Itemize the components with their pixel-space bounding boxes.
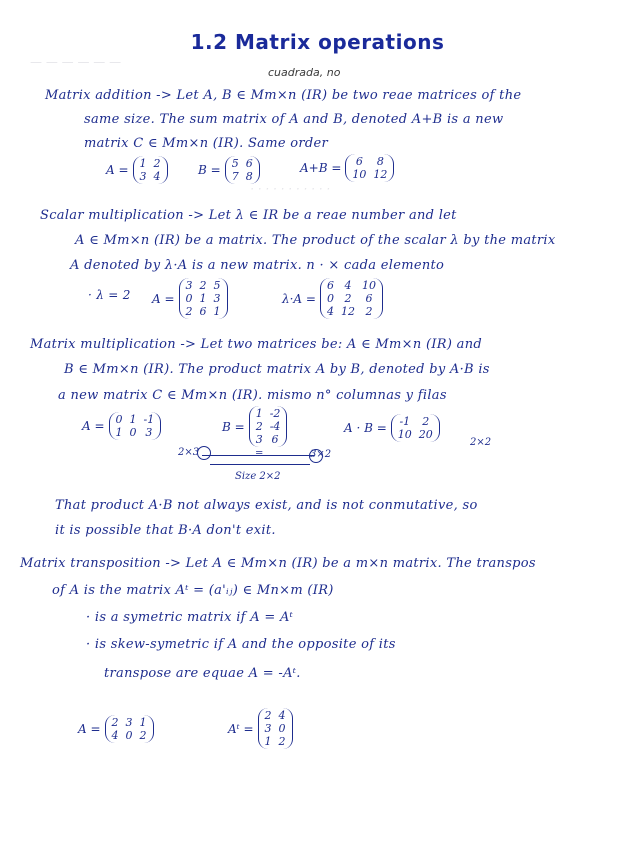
matrix-body: [249, 406, 288, 447]
matrix-body: [345, 154, 394, 182]
matrix-entry: 0: [129, 426, 137, 439]
mult-line-3: a new matrix C ∈ Mm×n (IR). mismo n° columnas y filas: [58, 388, 447, 403]
matrix-entry: 3: [185, 279, 193, 292]
addition-matrix-sum: [300, 154, 394, 182]
matrix-entry: 1: [264, 735, 272, 748]
scalar-line-1: Scalar multiplication -> Let λ ∈ IR be a reae number and let: [40, 208, 457, 223]
transpose-line-4: · is skew-symetric if A and the opposite of its: [86, 637, 396, 652]
addition-line-1: Matrix addition -> Let A, B ∈ Mm×n (IR) be two reae matrices of the: [45, 88, 522, 103]
matrix-entry: 2: [185, 305, 193, 318]
mult-matrix-b: [222, 406, 287, 447]
size-label: Size 2×2: [235, 471, 281, 482]
matrix-label: A =: [78, 722, 101, 736]
matrix-entry: 5: [213, 279, 221, 292]
matrix-entry: 4: [344, 279, 352, 292]
matrix-entry: 5: [231, 157, 239, 170]
matrix-entry: 3: [255, 433, 263, 446]
matrix-entry: 1: [129, 413, 137, 426]
matrix-entry: 4: [278, 709, 286, 722]
matrix-entry: 1: [255, 407, 263, 420]
matrix-body: [105, 715, 154, 743]
scalar-lambda: · λ = 2: [88, 288, 131, 302]
matrix-entry: 1: [139, 716, 147, 729]
matrix-entry: 10: [361, 279, 376, 292]
dim-a-label: 2×3: [178, 447, 200, 458]
matrix-entry: 10: [352, 168, 367, 181]
matrix-label: A · B =: [344, 421, 387, 435]
matrix-label: A =: [152, 291, 175, 306]
matrix-entry: 1: [115, 426, 123, 439]
matrix-entry: 20: [418, 428, 433, 441]
matrix-entry: 2: [264, 709, 272, 722]
matrix-entry: -2: [269, 407, 281, 420]
matrix-entry: 0: [125, 729, 133, 742]
transpose-line-3: · is a symetric matrix if A = Aᵗ: [86, 610, 294, 625]
size-brace-lower: [210, 464, 310, 465]
bleed-through: · · · · · · · · · · ·: [250, 182, 331, 196]
mult-line-4: That product A·B not always exist, and is not conmutative, so: [55, 498, 478, 513]
scalar-line-2: A ∈ Mm×n (IR) be a matrix. The product of the scalar λ by the matrix: [75, 233, 556, 248]
transpose-line-1: Matrix transposition -> Let A ∈ Mm×n (IR) be a m×n matrix. The transpos: [20, 556, 536, 571]
matrix-entry: 6: [245, 157, 253, 170]
transpose-line-5: transpose are equae A = -Aᵗ.: [104, 666, 301, 681]
matrix-entry: 2: [199, 279, 207, 292]
matrix-entry: 0: [115, 413, 123, 426]
equal-sign: =: [255, 448, 264, 459]
matrix-entry: 6: [199, 305, 207, 318]
mult-matrix-product: [344, 414, 440, 442]
matrix-entry: 6: [271, 433, 279, 446]
transpose-matrix-a: [78, 715, 154, 743]
dim-circle-left: [197, 446, 211, 460]
matrix-entry: 6: [355, 155, 363, 168]
matrix-entry: 12: [373, 168, 388, 181]
matrix-entry: 2: [255, 420, 263, 433]
matrix-entry: 2: [344, 292, 352, 305]
matrix-entry: 8: [376, 155, 384, 168]
matrix-entry: 2: [278, 735, 286, 748]
matrix-label: B =: [222, 419, 245, 434]
matrix-entry: 2: [139, 729, 147, 742]
page-title: 1.2 Matrix operations: [190, 30, 445, 54]
addition-line-2: same size. The sum matrix of A and B, denoted A+B is a new: [84, 112, 504, 127]
matrix-entry: 1: [139, 157, 147, 170]
matrix-entry: 0: [278, 722, 286, 735]
matrix-entry: 1: [213, 305, 221, 318]
addition-matrix-a: [106, 156, 168, 184]
matrix-label: A+B =: [300, 161, 342, 175]
matrix-entry: 3: [264, 722, 272, 735]
matrix-entry: 3: [213, 292, 221, 305]
matrix-entry: 4: [326, 305, 334, 318]
matrix-entry: -1: [399, 415, 411, 428]
scalar-matrix-a: [152, 278, 228, 319]
matrix-label: A =: [106, 163, 129, 177]
matrix-entry: 6: [365, 292, 373, 305]
addition-matrix-b: [198, 156, 260, 184]
matrix-entry: 10: [397, 428, 412, 441]
matrix-entry: -1: [143, 413, 155, 426]
matrix-entry: 0: [185, 292, 193, 305]
matrix-entry: 8: [245, 170, 253, 183]
matrix-label: A =: [82, 419, 105, 433]
matrix-body: [320, 278, 383, 319]
matrix-entry: 3: [145, 426, 153, 439]
mult-line-5: it is possible that B·A don't exit.: [55, 523, 276, 538]
matrix-body: [179, 278, 228, 319]
mult-matrix-a: [82, 412, 161, 440]
matrix-entry: 7: [231, 170, 239, 183]
matrix-entry: 12: [340, 305, 355, 318]
matrix-entry: 2: [111, 716, 119, 729]
matrix-entry: 4: [153, 170, 161, 183]
matrix-label: B =: [198, 163, 221, 177]
bleed-through: — — — — — —: [30, 55, 122, 69]
mult-line-2: B ∈ Mm×n (IR). The product matrix A by B, denoted by A·B is: [64, 362, 490, 377]
matrix-entry: -4: [269, 420, 281, 433]
matrix-entry: 4: [111, 729, 119, 742]
matrix-entry: 2: [422, 415, 430, 428]
addition-line-3: matrix C ∈ Mm×n (IR). Same order: [84, 136, 329, 151]
matrix-entry: 2: [153, 157, 161, 170]
mult-line-1: Matrix multiplication -> Let two matrices be: A ∈ Mm×n (IR) and: [30, 337, 482, 352]
matrix-body: [133, 156, 168, 184]
matrix-body: [258, 708, 293, 749]
matrix-label: Aᵗ =: [228, 721, 254, 736]
margin-note: cuadrada, no: [268, 66, 341, 79]
matrix-entry: 1: [199, 292, 207, 305]
matrix-body: [225, 156, 260, 184]
dim-product-label: 2×2: [470, 437, 492, 448]
matrix-entry: 6: [326, 279, 334, 292]
dim-b-label: 3×2: [310, 449, 332, 460]
matrix-body: [109, 412, 162, 440]
scalar-line-3: A denoted by λ·A is a new matrix. n · × cada elemento: [70, 258, 445, 273]
transpose-matrix-t: [228, 708, 293, 749]
matrix-label: λ·A =: [282, 291, 316, 306]
scalar-matrix-result: [282, 278, 383, 319]
transpose-line-2: of A is the matrix Aᵗ = (a'ᵢⱼ) ∈ Mn×m (IR): [52, 583, 334, 598]
matrix-entry: 2: [365, 305, 373, 318]
matrix-body: [391, 414, 440, 442]
matrix-entry: 0: [326, 292, 334, 305]
matrix-entry: 3: [139, 170, 147, 183]
matrix-entry: 3: [125, 716, 133, 729]
